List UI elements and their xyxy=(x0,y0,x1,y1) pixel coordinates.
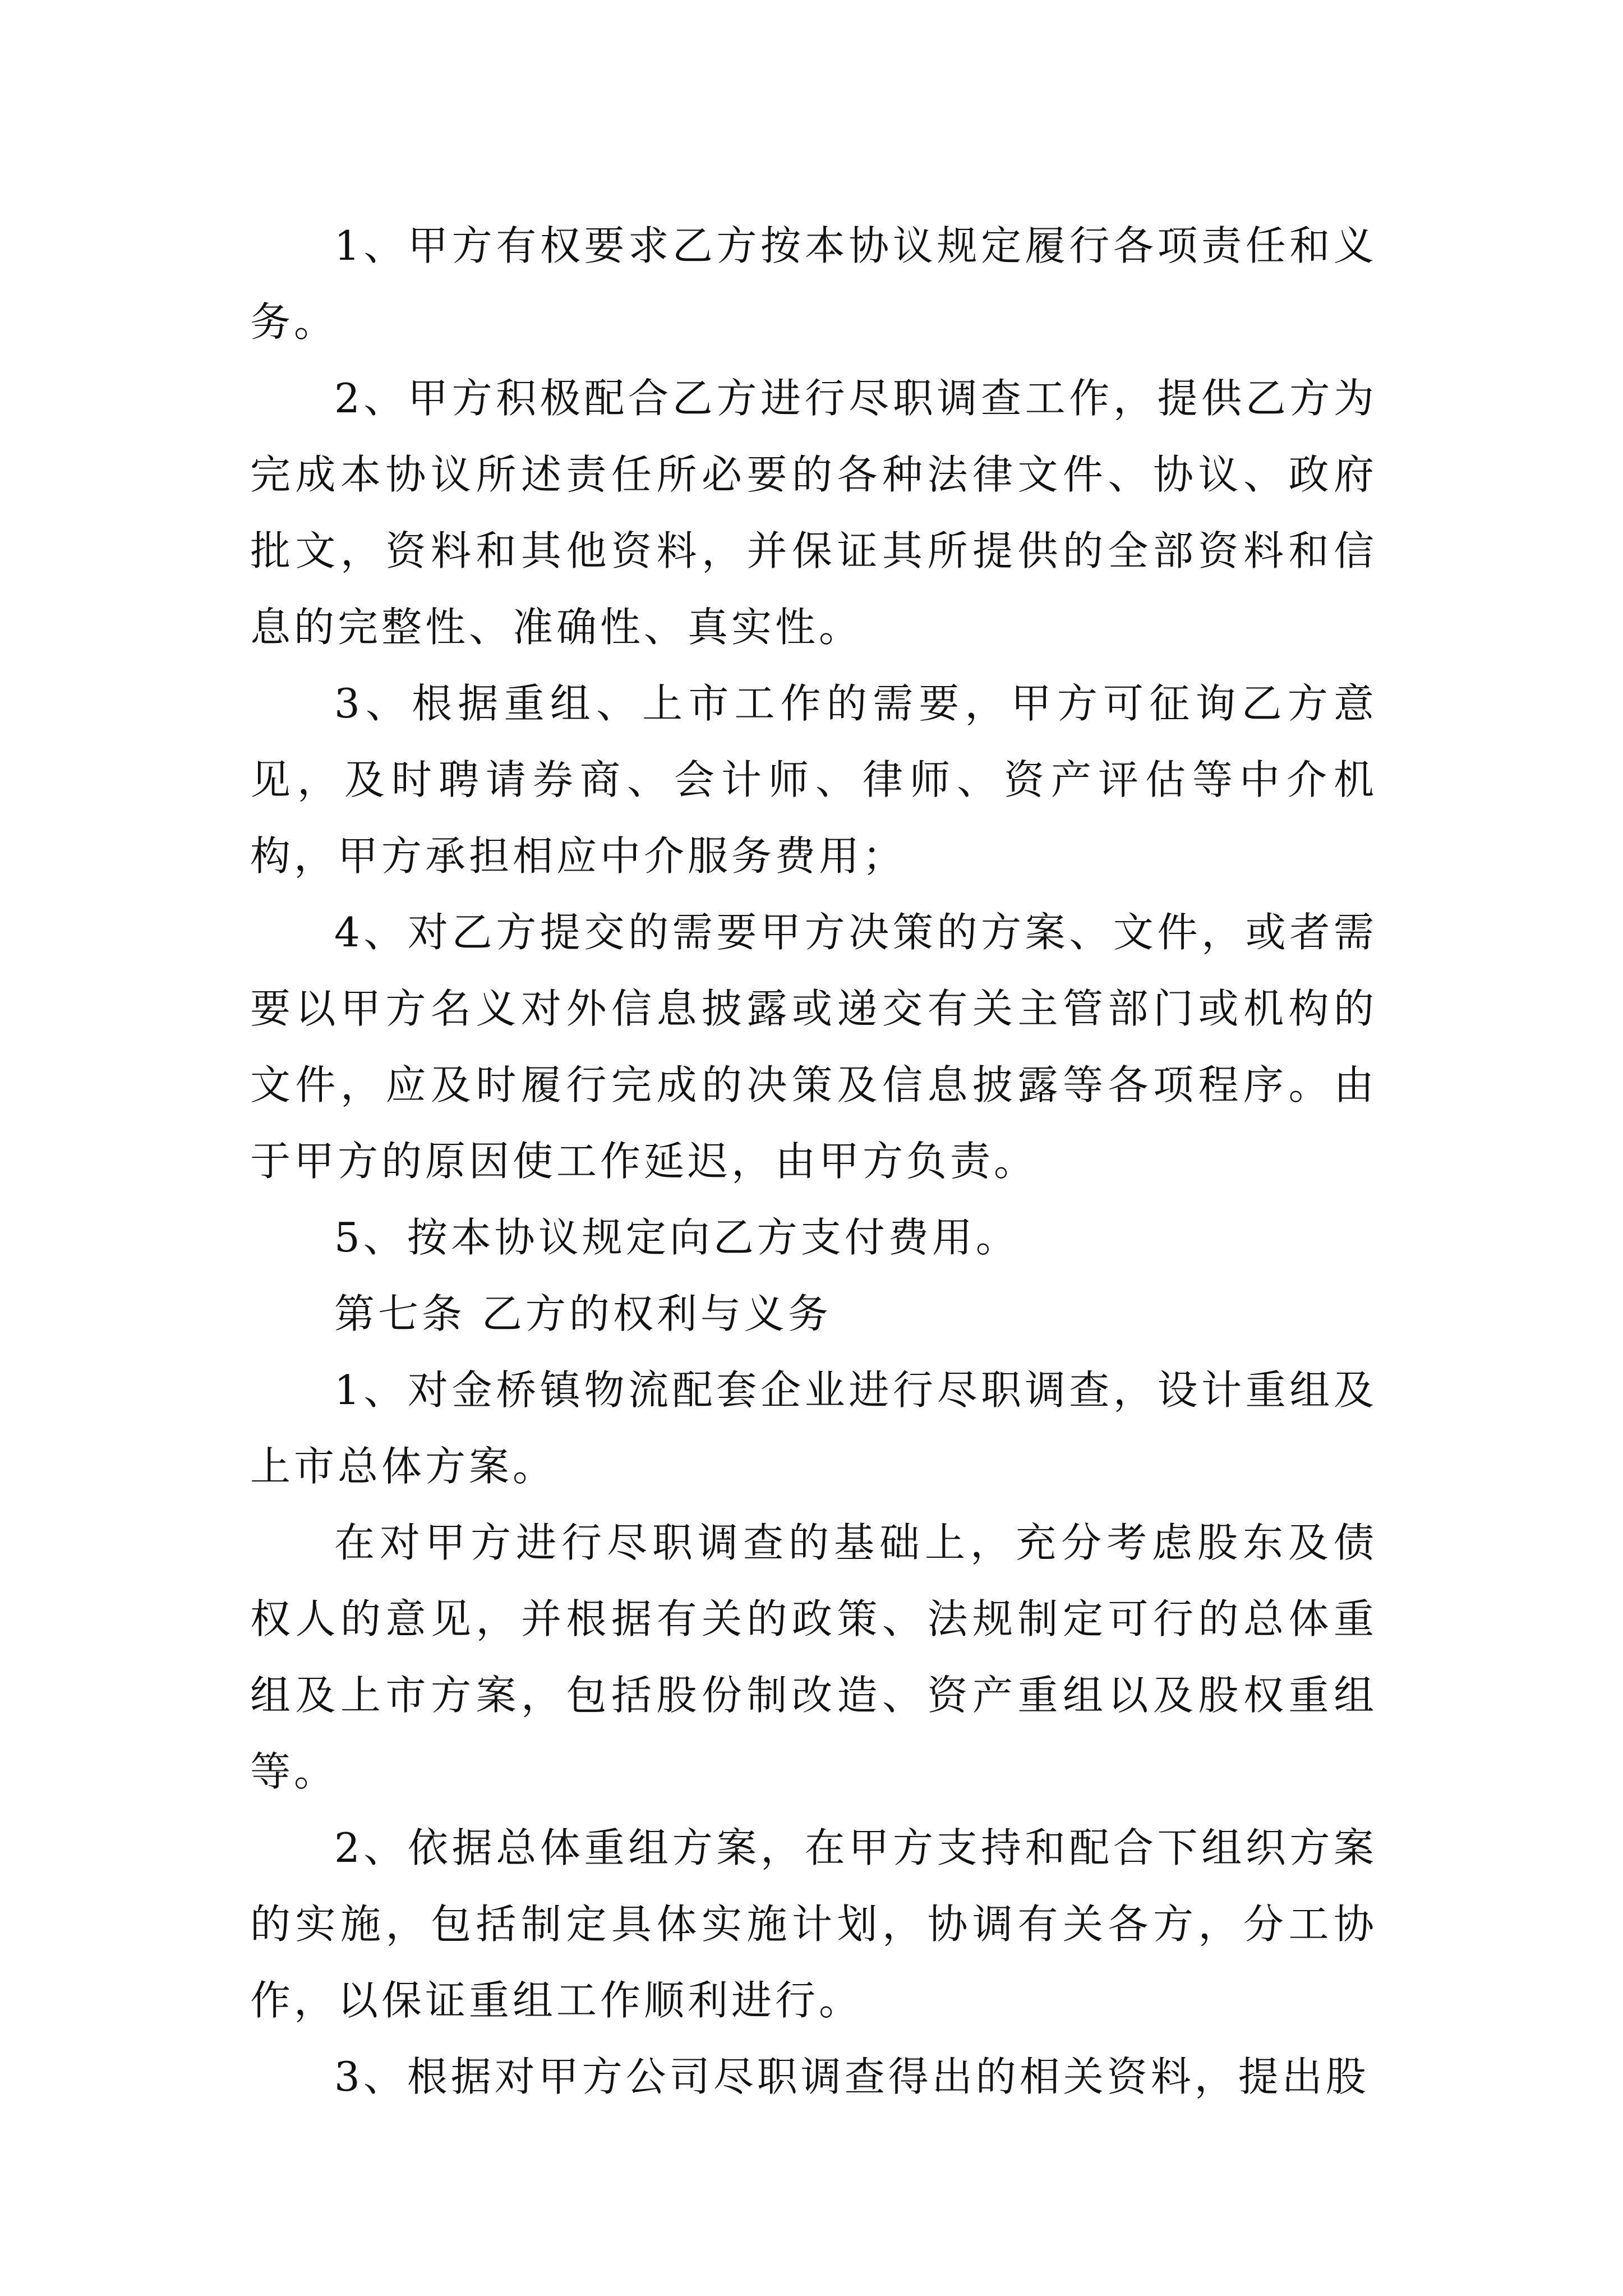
paragraph-party-a-duty-3: 3、根据重组、上市工作的需要，甲方可征询乙方意见，及时聘请券商、会计师、律师、资产评估等中介机构，甲方承担相应中介服务费用； xyxy=(250,680,1377,880)
paragraph-party-b-duty-3: 3、根据对甲方公司尽职调查得出的相关资料，提出股 xyxy=(334,2053,1370,2100)
paragraph-party-b-duty-1-detail: 在对甲方进行尽职调查的基础上，充分考虑股东及债权人的意见，并根据有关的政策、法规制定可行的总体重组及上市方案，包括股份制改造、资产重组以及股权重组等。 xyxy=(250,1519,1377,1795)
paragraph-party-a-duty-2: 2、甲方积极配合乙方进行尽职调查工作，提供乙方为完成本协议所述责任所必要的各种法律文件、协议、政府批文，资料和其他资料，并保证其所提供的全部资料和信息的完整性、准确性、真实性。 xyxy=(250,375,1377,651)
paragraph-party-a-duty-5: 5、按本协议规定向乙方支付费用。 xyxy=(334,1214,1020,1261)
paragraph-party-b-duty-1: 1、对金桥镇物流配套企业进行尽职调查，设计重组及上市总体方案。 xyxy=(250,1366,1377,1490)
paragraph-party-a-right-1: 1、甲方有权要求乙方按本协议规定履行各项责任和义务。 xyxy=(250,222,1377,346)
paragraph-party-a-duty-4: 4、对乙方提交的需要甲方决策的方案、文件，或者需要以甲方名义对外信息披露或递交有关主管部门或机构的文件，应及时履行完成的决策及信息披露等各项程序。由于甲方的原因使工作延迟，由甲方负责。 xyxy=(250,909,1377,1185)
paragraph-party-b-duty-2: 2、依据总体重组方案，在甲方支持和配合下组织方案的实施，包括制定具体实施计划，协调有关各方，分工协作，以保证重组工作顺利进行。 xyxy=(250,1824,1377,2024)
document-body xyxy=(250,208,1377,2115)
article-seven-heading: 第七条 乙方的权利与义务 xyxy=(334,1290,832,1337)
